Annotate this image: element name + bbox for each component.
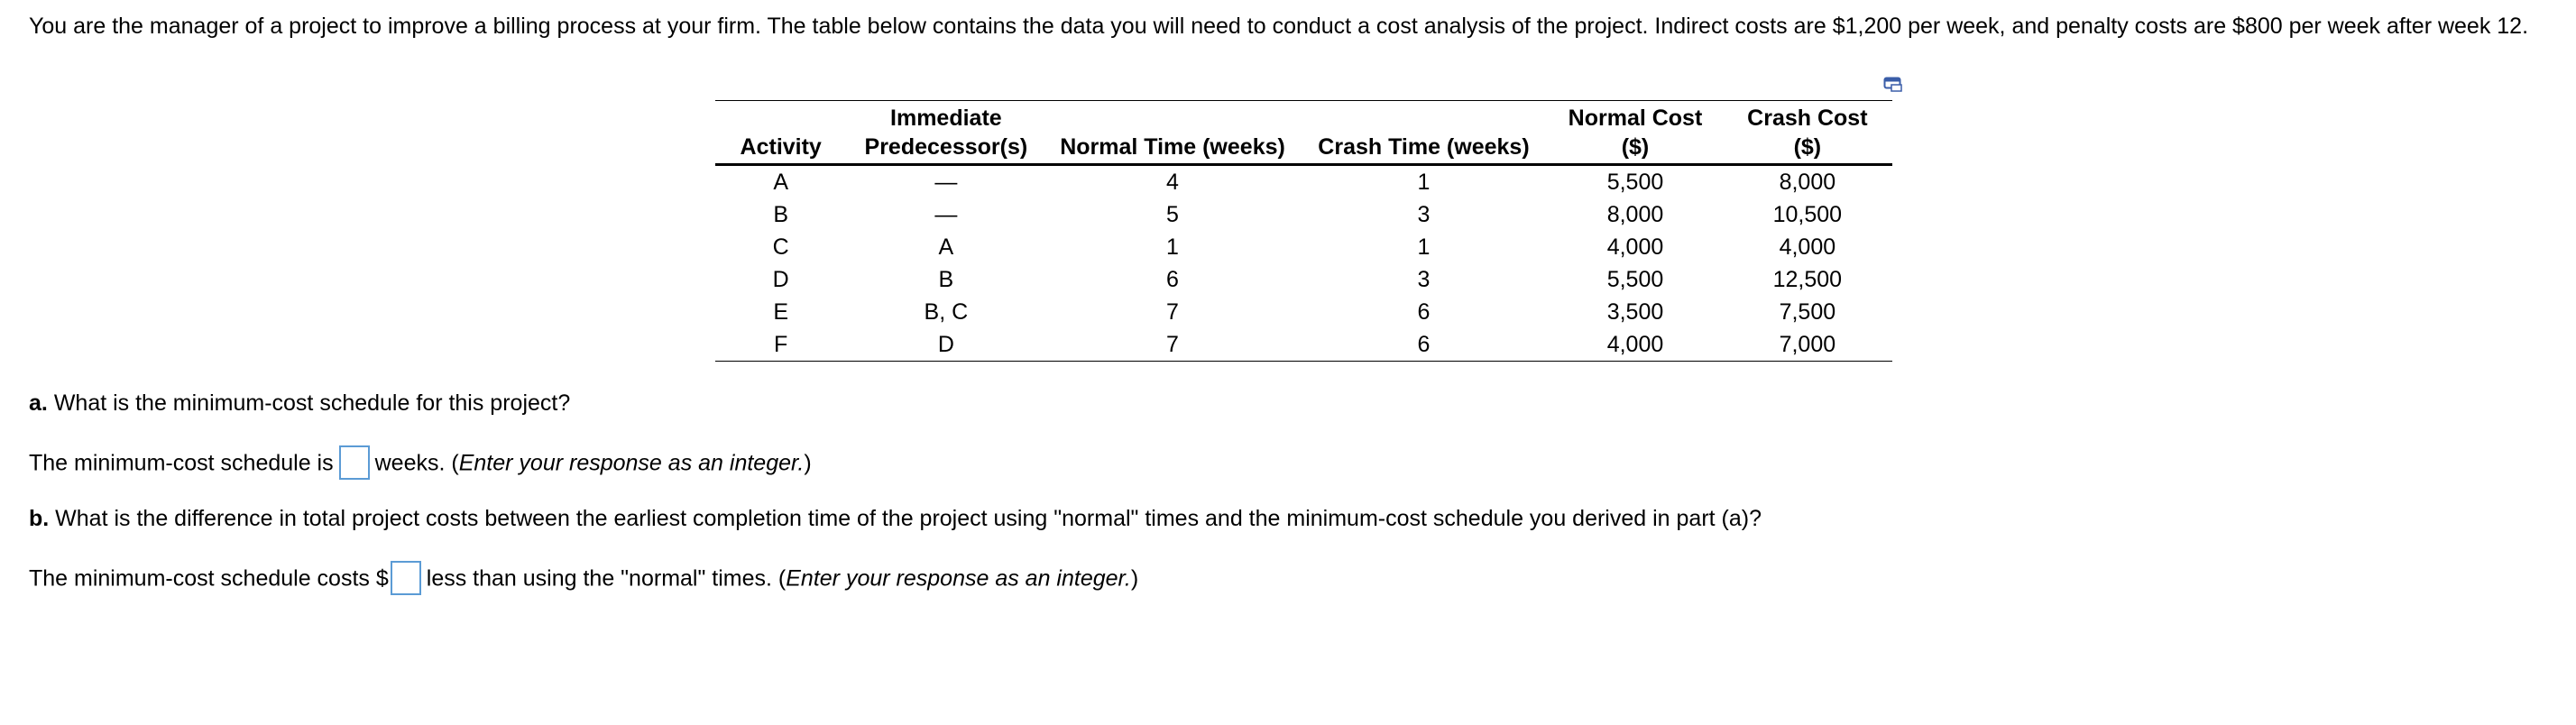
activity-table bbox=[715, 100, 1892, 362]
cell-crash-cost: 8,000 bbox=[1779, 170, 1836, 195]
cell-normal-cost: 4,000 bbox=[1606, 234, 1664, 260]
cell-activity: B bbox=[773, 202, 789, 227]
cell-activity: F bbox=[774, 332, 788, 357]
part-a-answer-prefix: The minimum-cost schedule is bbox=[29, 450, 334, 476]
header-normal-cost: Normal Cost ($) bbox=[1548, 101, 1722, 165]
cell-crash-cost: 4,000 bbox=[1779, 234, 1836, 260]
cell-normal-cost: 4,000 bbox=[1606, 332, 1664, 357]
cell-crash-time: 6 bbox=[1417, 332, 1431, 357]
part-b-answer-close: ) bbox=[1130, 565, 1139, 592]
header-predecessors: Immediate Predecessor(s) bbox=[846, 101, 1045, 165]
cell-crash-time: 6 bbox=[1417, 299, 1431, 325]
cell-crash-time: 3 bbox=[1417, 267, 1431, 292]
cell-normal-time: 5 bbox=[1166, 202, 1179, 227]
cell-predecessor: A bbox=[938, 234, 954, 260]
cell-predecessor: — bbox=[934, 202, 958, 227]
header-normal-time: Normal Time (weeks) bbox=[1045, 101, 1299, 165]
table-row bbox=[715, 296, 1892, 328]
cell-predecessor: D bbox=[937, 332, 954, 357]
part-a-answer-close: ) bbox=[804, 450, 812, 476]
table-row bbox=[715, 328, 1892, 362]
cell-activity: E bbox=[773, 299, 789, 325]
copy-table-icon[interactable] bbox=[1883, 77, 1903, 93]
part-b-answer-prefix: The minimum-cost schedule costs $ bbox=[29, 565, 389, 592]
part-b-answer-hint: Enter your response as an integer. bbox=[786, 565, 1131, 592]
cell-crash-cost: 10,500 bbox=[1772, 202, 1843, 227]
problem-statement: You are the manager of a project to improve a billing process at your firm. The table below contains the data you will need to conduct a cost analysis of the project. Indirect costs are $1,200 per week, and penalty costs are $800 per week after week 12. bbox=[29, 14, 2529, 39]
table-header-row bbox=[715, 101, 1892, 165]
cell-crash-cost: 7,000 bbox=[1779, 332, 1836, 357]
table-row bbox=[715, 198, 1892, 231]
part-a-answer-line bbox=[29, 447, 812, 482]
header-activity: Activity bbox=[715, 101, 846, 165]
cell-normal-cost: 5,500 bbox=[1606, 267, 1664, 292]
cell-crash-time: 1 bbox=[1417, 234, 1431, 260]
cell-crash-cost: 7,500 bbox=[1779, 299, 1836, 325]
part-a-answer-suffix: weeks. ( bbox=[374, 450, 459, 476]
cell-crash-time: 3 bbox=[1417, 202, 1431, 227]
cell-predecessor: B, C bbox=[924, 299, 969, 325]
cell-normal-cost: 3,500 bbox=[1606, 299, 1664, 325]
part-b-question-text: What is the difference in total project costs between the earliest completion time of the project using "normal" times and the minimum-cost schedule you derived in part (a)? bbox=[55, 506, 1762, 531]
part-a-label: a. bbox=[29, 390, 48, 416]
cell-normal-time: 4 bbox=[1166, 170, 1179, 195]
cell-crash-cost: 12,500 bbox=[1772, 267, 1843, 292]
cell-normal-time: 7 bbox=[1166, 299, 1179, 325]
part-a-answer-hint: Enter your response as an integer. bbox=[458, 450, 805, 476]
cell-predecessor: — bbox=[934, 170, 958, 195]
cell-normal-time: 6 bbox=[1166, 267, 1179, 292]
header-crash-time: Crash Time (weeks) bbox=[1300, 101, 1549, 165]
cell-activity: C bbox=[772, 234, 789, 260]
cell-normal-cost: 8,000 bbox=[1606, 202, 1664, 227]
table-row bbox=[715, 165, 1892, 199]
cell-activity: D bbox=[772, 267, 789, 292]
cell-crash-time: 1 bbox=[1417, 170, 1431, 195]
part-b-answer-suffix: less than using the "normal" times. ( bbox=[426, 565, 787, 592]
cell-normal-time: 1 bbox=[1166, 234, 1179, 260]
part-a-question-text: What is the minimum-cost schedule for this project? bbox=[53, 390, 571, 416]
minimum-cost-schedule-weeks-input[interactable] bbox=[339, 445, 370, 480]
table-row bbox=[715, 231, 1892, 263]
cell-activity: A bbox=[773, 170, 789, 195]
cell-predecessor: B bbox=[938, 267, 954, 292]
part-b-label: b. bbox=[29, 506, 50, 531]
cell-normal-time: 7 bbox=[1166, 332, 1179, 357]
cost-difference-input[interactable] bbox=[391, 561, 421, 595]
cell-normal-cost: 5,500 bbox=[1606, 170, 1664, 195]
table-row bbox=[715, 263, 1892, 296]
part-b-question bbox=[29, 505, 1762, 533]
header-crash-cost: Crash Cost ($) bbox=[1723, 101, 1892, 165]
part-a-question bbox=[29, 390, 570, 418]
part-b-answer-line bbox=[29, 563, 1138, 597]
